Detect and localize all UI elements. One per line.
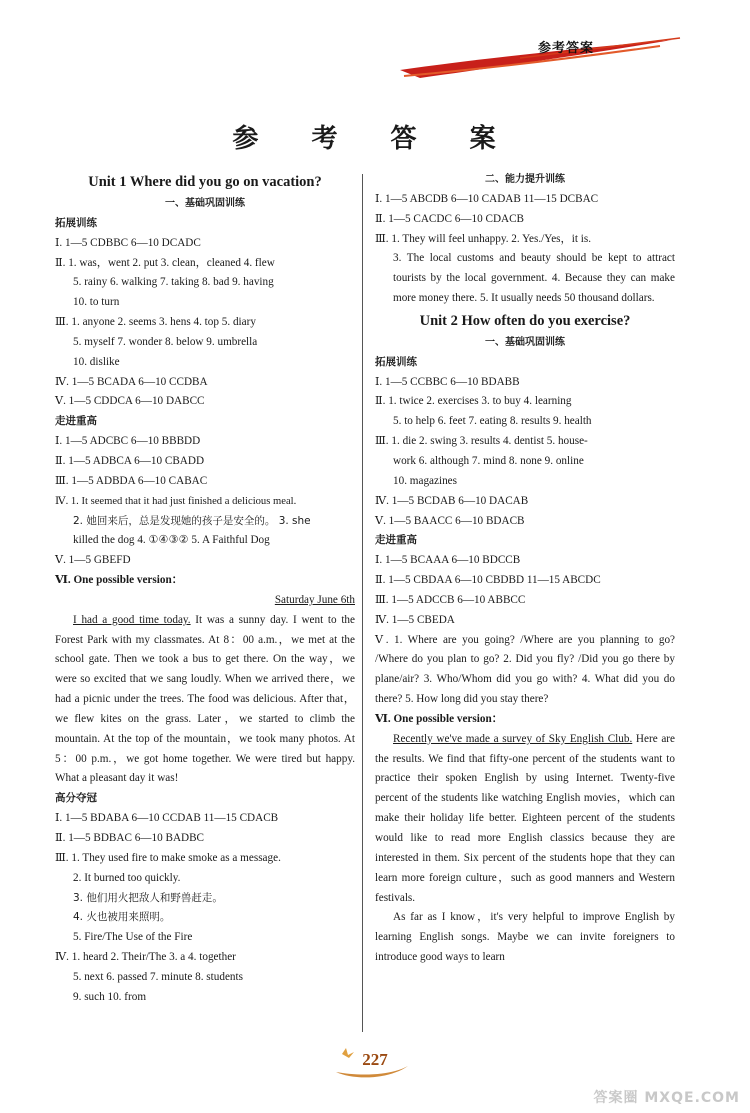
page-number: 227: [362, 1050, 388, 1069]
answer-line: 5. next 6. passed 7. minute 8. students: [73, 970, 243, 983]
watermark: 答案圈 MXQE.COM: [593, 1090, 740, 1106]
section-subtitle: 一、基础巩固训练: [485, 336, 565, 348]
essay-body: It was a sunny day. I went to the Forest Park with my classmates. At 8：00 a.m.，we met at the school gate. Then we took a bus to get there. On the way，we were so excited that we sang loudly. When we arrived there，we had a picnic under the trees. The food was delicious. After that，we flew kites on the grass. Later，we started to climb the mountain. At the top of the mountain，we took many photos. At 5：00 p.m.，we got home together. We were tired but happy. What a pleasant day it was!: [55, 613, 355, 785]
answer-line: Ⅰ. 1—5 ABCDB 6—10 CADAB 11—15 DCBAC: [375, 192, 599, 205]
answer-line: 3. 他们用火把敌人和野兽赶走。: [73, 891, 223, 904]
answer-line: Ⅱ. 1. twice 2. exercises 3. to buy 4. learning: [375, 395, 572, 408]
answer-line: Ⅰ. 1—5 CDBBC 6—10 DCADC: [55, 236, 201, 249]
answer-paragraph: 3. The local customs and beauty should be kept to attract tourists by the local government. 4. Because they can make more money there. 5. It usually needs 50 thousand dollars.: [393, 252, 675, 305]
answer-line: Ⅰ. 1—5 ADCBC 6—10 BBBDD: [55, 435, 201, 448]
essay-paragraph: As far as I know，it's very helpful to improve English by learning English songs. Maybe we can invite foreigners to introduce good ways to learn: [375, 911, 675, 964]
answer-line: Ⅳ. 1—5 BCDAB 6—10 DACAB: [375, 494, 529, 507]
page-number-area: [0, 1050, 750, 1070]
answer-line: Ⅳ. 1. heard 2. Their/The 3. a 4. together: [55, 951, 236, 964]
section-title: 拓展训练: [375, 355, 417, 368]
answer-line: Ⅲ. 1. They will feel unhappy. 2. Yes./Yes，it is.: [375, 232, 592, 245]
answer-line: Ⅲ. 1. anyone 2. seems 3. hens 4. top 5. diary: [55, 316, 256, 329]
answer-line: 4. 火也被用来照明。: [73, 911, 171, 924]
answer-line: Ⅲ. 1—5 ADBDA 6—10 CABAC: [55, 474, 208, 487]
section-title: 拓展训练: [55, 216, 97, 229]
answer-line: Ⅱ. 1—5 CBDAA 6—10 CBDBD 11—15 ABCDC: [375, 574, 601, 587]
essay-date: Saturday June 6th: [274, 593, 355, 606]
answer-line: Ⅳ. 1—5 BCADA 6—10 CCDBA: [55, 375, 208, 388]
answer-line: Ⅰ. 1—5 BDABA 6—10 CCDAB 11—15 CDACB: [55, 812, 279, 825]
page-ornament: [328, 1042, 418, 1082]
answer-line: Ⅱ. 1—5 ADBCA 6—10 CBADD: [55, 454, 205, 467]
answer-line: 5. myself 7. wonder 8. below 9. umbrella: [73, 335, 258, 348]
answer-line: Ⅲ. 1. They used fire to make smoke as a message.: [55, 851, 281, 864]
column-divider: [362, 174, 363, 1032]
answer-line: Ⅳ. 1. It seemed that it had just finished a delicious meal.: [55, 495, 297, 507]
answer-line: killed the dog 4. ①④③② 5. A Faithful Dog: [73, 534, 270, 547]
page-title: 参 考 答 案: [232, 124, 518, 154]
unit-2-title: Unit 2 How often do you exercise?: [419, 312, 631, 329]
section-subtitle: 二、能力提升训练: [485, 174, 565, 185]
answer-line: work 6. although 7. mind 8. none 9. online: [393, 454, 584, 467]
answer-line: 2. 她回来后，总是发现她的孩子是安全的。 3. she: [73, 514, 311, 527]
answer-line: 10. dislike: [73, 355, 120, 368]
answer-paragraph: Ⅴ. 1. Where are you going? /Where are you planning to go? /Where do you plan to go? 2. Did you fly? /Did you go there by plane/air? 3. Who/Whom did you go with? 4. What did you do there? 5. How long did you stay there?: [375, 633, 675, 706]
answer-line: Ⅲ. 1—5 ADCCB 6—10 ABBCC: [375, 593, 526, 606]
left-column: [55, 170, 355, 1008]
answer-line: 10. to turn: [73, 296, 120, 309]
answer-line: Ⅰ. 1—5 CCBBC 6—10 BDABB: [375, 375, 520, 388]
answer-line: 10. magazines: [393, 474, 457, 487]
answer-line: Ⅴ. 1—5 CDDCA 6—10 DABCC: [55, 395, 205, 408]
unit-1-title: Unit 1 Where did you go on vacation?: [88, 174, 322, 190]
answer-line: Ⅵ. One possible version：: [55, 574, 183, 587]
section-subtitle: 一、基础巩固训练: [165, 198, 245, 209]
right-column: [375, 170, 675, 968]
page-header: [0, 0, 750, 100]
answer-line: Ⅲ. 1. die 2. swing 3. results 4. dentist 5. house-: [375, 435, 588, 448]
section-title: 走进重高: [55, 415, 97, 428]
answer-line: Ⅱ. 1—5 CACDC 6—10 CDACB: [375, 212, 525, 225]
answer-line: Ⅱ. 1—5 BDBAC 6—10 BADBC: [55, 832, 205, 844]
answer-line: Ⅴ. 1—5 GBEFD: [55, 554, 131, 567]
answer-line: Ⅳ. 1—5 CBEDA: [375, 613, 455, 626]
section-title: 走进重高: [375, 534, 417, 547]
header-brush-stroke: [0, 0, 750, 100]
essay-first-sentence: Recently we've made a survey of Sky English Club.: [393, 732, 633, 745]
header-label: 参考答案: [538, 41, 595, 56]
essay-paragraph: [375, 730, 675, 909]
answer-line: Ⅱ. 1. was，went 2. put 3. clean，cleaned 4. flew: [55, 256, 275, 269]
answer-line: Ⅰ. 1—5 BCAAA 6—10 BDCCB: [375, 554, 521, 567]
answer-line: 5. to help 6. feet 7. eating 8. results 9. health: [393, 415, 592, 428]
answer-line: 5. rainy 6. walking 7. taking 8. bad 9. having: [73, 276, 274, 289]
answer-line: Ⅵ. One possible version：: [375, 712, 503, 725]
answer-line: 9. such 10. from: [73, 990, 147, 1003]
answer-line: 5. Fire/The Use of the Fire: [73, 931, 193, 944]
essay-body: Here are the results. We find that fifty-one percent of the students want to practice their spoken English by using Internet. Twenty-five percent of the students like watching English movies，which can make their holiday life better. Eighteen percent of the students would like to read more English classics because they are interested in them. Six percent of the students hope that they can learn more foreign culture，such as good manners and Western festivals.: [375, 732, 675, 904]
answer-line: Ⅴ. 1—5 BAACC 6—10 BDACB: [375, 514, 525, 527]
essay-first-sentence: I had a good time today.: [73, 613, 191, 626]
essay-paragraph: [55, 611, 355, 790]
answer-line: 2. It burned too quickly.: [73, 871, 181, 884]
section-title: 高分夺冠: [55, 792, 97, 805]
